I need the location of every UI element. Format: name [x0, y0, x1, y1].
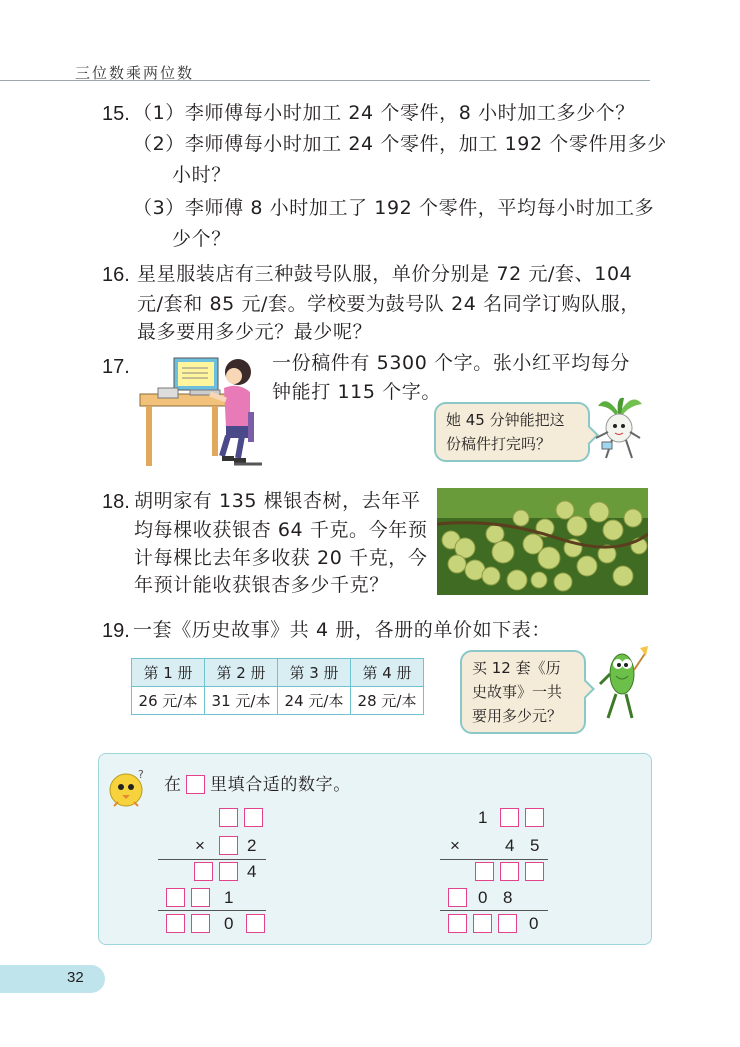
section-title: 三位数乘两位数: [75, 64, 195, 82]
right-times-sign: ×: [450, 836, 460, 855]
price-table: [131, 658, 424, 715]
right-digit-r1: 1: [478, 808, 488, 827]
problem-15-q3-line2: 少个？: [172, 228, 231, 250]
right-digit-r5: 0: [529, 914, 539, 933]
girl-typing-illustration: [138, 352, 268, 472]
right-digit-r2-a: 4: [505, 836, 515, 855]
radish-mascot-illustration: [588, 392, 648, 464]
price-table-cell-1: 26 元/本: [132, 687, 205, 715]
problem-19-bubble-line2: 史故事》一共: [472, 683, 563, 701]
left-blank-r4-b[interactable]: [191, 888, 210, 907]
right-blank-r5-a[interactable]: [448, 914, 467, 933]
problem-19-line1: 一套《历史故事》共 4 册，各册的单价如下表：: [133, 619, 551, 641]
problem-15-q2-line2: 小时？: [172, 164, 231, 186]
right-blank-r1-a[interactable]: [500, 808, 519, 827]
problem-16-line2: 元/套和 85 元/套。学校要为鼓号队 24 名同学订购队服，: [137, 293, 640, 315]
right-blank-r5-b[interactable]: [473, 914, 492, 933]
left-rule-2: [158, 910, 266, 911]
price-table-cell-3: 24 元/本: [278, 687, 351, 715]
svg-text:?: ?: [138, 768, 144, 781]
price-table-cell-2: 31 元/本: [205, 687, 278, 715]
right-blank-r5-c[interactable]: [498, 914, 517, 933]
right-blank-r3-c[interactable]: [525, 862, 544, 881]
left-blank-r4-a[interactable]: [166, 888, 185, 907]
right-blank-r4-a[interactable]: [448, 888, 467, 907]
problem-17-line1: 一份稿件有 5300 个字。张小红平均每分: [272, 352, 631, 374]
left-blank-r5-b[interactable]: [191, 914, 210, 933]
puzzle-instruction-part2: 里填合适的数字。: [210, 775, 351, 795]
left-digit-r3: 4: [247, 862, 257, 881]
left-blank-r3-a[interactable]: [194, 862, 213, 881]
left-blank-r1-a[interactable]: [219, 808, 238, 827]
problem-18-line2: 均每棵收获银杏 64 千克。今年预: [134, 519, 428, 541]
problem-18-number: 18.: [102, 491, 130, 513]
pea-mascot-illustration: [598, 644, 650, 724]
left-blank-r5-c[interactable]: [246, 914, 265, 933]
problem-17-bubble-line2: 份稿件打完吗？: [446, 435, 552, 453]
problem-19-speech-bubble: [460, 650, 586, 734]
right-blank-r3-b[interactable]: [500, 862, 519, 881]
left-digit-r2: 2: [247, 836, 257, 855]
problem-15-number: 15.: [102, 103, 130, 125]
left-times-sign: ×: [195, 836, 205, 855]
header-divider: [0, 80, 650, 81]
problem-15-q3-line1: （3）李师傅 8 小时加工了 192 个零件，平均每小时加工多: [133, 197, 655, 219]
right-rule-1: [440, 859, 548, 860]
price-table-cell-4: 28 元/本: [351, 687, 424, 715]
price-table-header-1: 第 1 册: [132, 659, 205, 687]
problem-15-q2-line1: （2）李师傅每小时加工 24 个零件，加工 192 个零件用多少: [133, 133, 667, 155]
right-digit-r4-a: 0: [478, 888, 488, 907]
left-blank-r1-b[interactable]: [244, 808, 263, 827]
price-table-header-4: 第 4 册: [351, 659, 424, 687]
right-digit-r2-b: 5: [530, 836, 540, 855]
instruction-box-sample: [186, 775, 205, 794]
price-table-header-2: 第 2 册: [205, 659, 278, 687]
problem-18-line1: 胡明家有 135 棵银杏树，去年平: [134, 490, 421, 512]
left-rule-1: [158, 859, 266, 860]
left-blank-r5-a[interactable]: [166, 914, 185, 933]
left-blank-r2-a[interactable]: [219, 836, 238, 855]
right-digit-r4-b: 8: [503, 888, 513, 907]
problem-17-speech-bubble: [434, 402, 590, 462]
left-digit-r4: 1: [224, 888, 234, 907]
problem-17-line2: 钟能打 115 个字。: [272, 381, 441, 403]
right-blank-r3-a[interactable]: [475, 862, 494, 881]
problem-17-number: 17.: [102, 356, 130, 378]
right-blank-r1-b[interactable]: [525, 808, 544, 827]
ginkgo-fruit-photo: [437, 488, 648, 595]
price-table-header-3: 第 3 册: [278, 659, 351, 687]
problem-16-line1: 星星服装店有三种鼓号队服，单价分别是 72 元/套、104: [137, 263, 633, 285]
problem-19-bubble-line1: 买 12 套《历: [472, 659, 561, 677]
left-blank-r3-b[interactable]: [219, 862, 238, 881]
page-number: 32: [67, 969, 84, 986]
problem-16-number: 16.: [102, 264, 130, 286]
problem-19-bubble-line3: 要用多少元？: [472, 707, 563, 725]
problem-18-line4: 年预计能收获银杏多少千克？: [134, 574, 389, 596]
puzzle-instruction-part1: 在: [164, 775, 182, 795]
right-rule-2: [440, 910, 548, 911]
problem-19-number: 19.: [102, 620, 130, 642]
problem-15-q1: （1）李师傅每小时加工 24 个零件，8 小时加工多少个？: [133, 102, 635, 124]
problem-17-bubble-line1: 她 45 分钟能把这: [446, 411, 565, 429]
left-digit-r5: 0: [224, 914, 234, 933]
chick-mascot-icon: [104, 766, 148, 810]
page-number-tab: [0, 965, 105, 993]
problem-18-line3: 计每棵比去年多收获 20 千克，今: [134, 547, 428, 569]
problem-16-line3: 最多要用多少元？最少呢？: [137, 321, 373, 343]
